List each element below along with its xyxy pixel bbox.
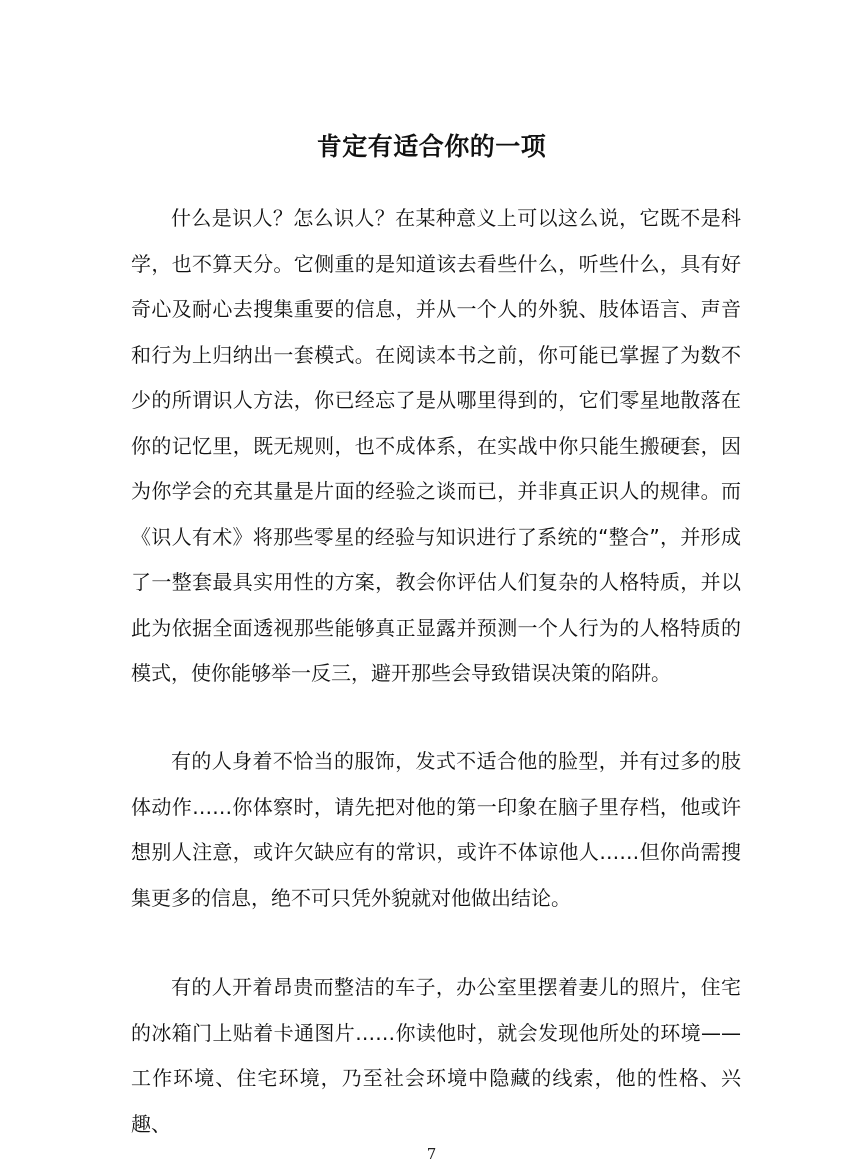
paragraph: 有的人身着不恰当的服饰，发式不适合他的脸型，并有过多的肢体动作……你体察时，请先把对他的第一印象在脑子里存档，他或许想别人注意，或许欠缺应有的常识，或许不体谅他人……但你尚需搜集更多的信息，绝不可只凭外貌就对他做出结论。	[131, 749, 741, 910]
page-title: 肯定有适合你的一项	[316, 131, 547, 161]
page-number: 7	[426, 1145, 437, 1163]
paragraph: 有的人开着昂贵而整洁的车子，办公室里摆着妻儿的照片，住宅的冰箱门上贴着卡通图片……你读他时，就会发现他所处的环境——工作环境、住宅环境，乃至社会环境中隐藏的线索，他的性格、兴趣、	[131, 975, 741, 1136]
paragraph: 什么是识人？怎么识人？在某种意义上可以这么说，它既不是科学，也不算天分。它侧重的是知道该去看些什么，听些什么，具有好奇心及耐心去搜集重要的信息，并从一个人的外貌、肢体语言、声音和行为上归纳出一套模式。在阅读本书之前，你可能已掌握了为数不少的所谓识人方法，你已经忘了是从哪里得到的，它们零星地散落在你的记忆里，既无规则，也不成体系，在实战中你只能生搬硬套，因为你学会的充其量是片面的经验之谈而已，并非真正识人的规律。而《识人有术》将那些零星的经验与知识进行了系统的“整合”，并形成了一整套最具实用性的方案，教会你评估人们复杂的人格特质，并以此为依据全面透视那些能够真正显露并预测一个人行为的人格特质的模式，使你能够举一反三，避开那些会导致错误决策的陷阱。	[131, 206, 741, 685]
